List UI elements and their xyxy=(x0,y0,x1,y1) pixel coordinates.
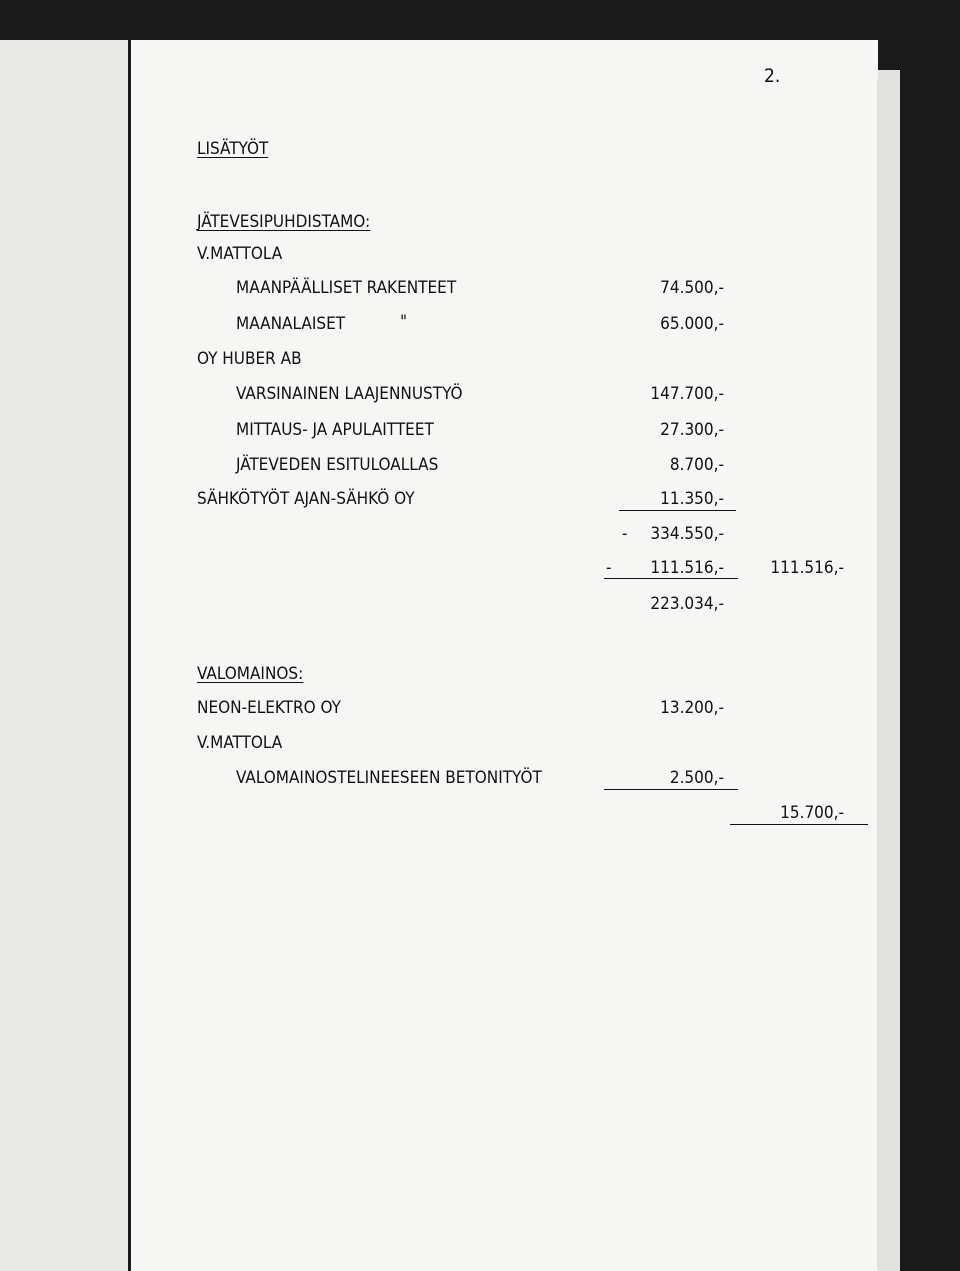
line-item-label: VALOMAINOSTELINEESEEN BETONITYÖT xyxy=(236,768,542,788)
line-item-label: MAANPÄÄLLISET RAKENTEET xyxy=(236,278,457,298)
line-item-label: JÄTEVEDEN ESITULOALLAS xyxy=(236,455,439,475)
net-amount: 223.034,- xyxy=(650,594,724,614)
section-total-amount: 15.700,- xyxy=(780,803,844,823)
deduction-amount: 111.516,- xyxy=(650,558,724,578)
section-title-neon-sign: VALOMAINOS: xyxy=(197,664,304,684)
sum-rule xyxy=(604,578,738,579)
line-item-amount: 147.700,- xyxy=(650,384,724,404)
previous-page-strip xyxy=(0,40,128,1271)
deduction-carry-amount: 111.516,- xyxy=(770,558,844,578)
line-item-amount: 65.000,- xyxy=(660,314,724,334)
line-item-amount: 27.300,- xyxy=(660,420,724,440)
contractor-name: OY HUBER AB xyxy=(197,349,302,369)
subtotal-amount: 334.550,- xyxy=(650,524,724,544)
ditto-mark: " xyxy=(400,312,408,332)
contractor-name: NEON-ELEKTRO OY xyxy=(197,698,341,718)
line-item-amount: 13.200,- xyxy=(660,698,724,718)
line-item-label: VARSINAINEN LAAJENNUSTYÖ xyxy=(236,384,463,404)
section-title-wastewater: JÄTEVESIPUHDISTAMO: xyxy=(197,212,371,232)
line-item-amount: 8.700,- xyxy=(669,455,724,475)
page-heading: LISÄTYÖT xyxy=(197,139,269,159)
sum-rule xyxy=(619,510,736,511)
sum-rule xyxy=(604,789,738,790)
line-item-amount: 11.350,- xyxy=(660,489,724,509)
page-number: 2. xyxy=(764,65,781,87)
contractor-name: SÄHKÖTYÖT AJAN-SÄHKÖ OY xyxy=(197,489,415,509)
line-item-amount: 2.500,- xyxy=(669,768,724,788)
contractor-name: V.MATTOLA xyxy=(197,733,283,753)
contractor-name: V.MATTOLA xyxy=(197,244,283,264)
line-item-amount: 74.500,- xyxy=(660,278,724,298)
line-item-label: MITTAUS- JA APULAITTEET xyxy=(236,420,434,440)
page-fold-line xyxy=(877,80,880,1270)
subtotal-prefix: - xyxy=(622,524,628,544)
total-rule xyxy=(730,824,868,825)
deduction-prefix: - xyxy=(606,558,612,578)
line-item-label: MAANALAISET xyxy=(236,314,346,334)
